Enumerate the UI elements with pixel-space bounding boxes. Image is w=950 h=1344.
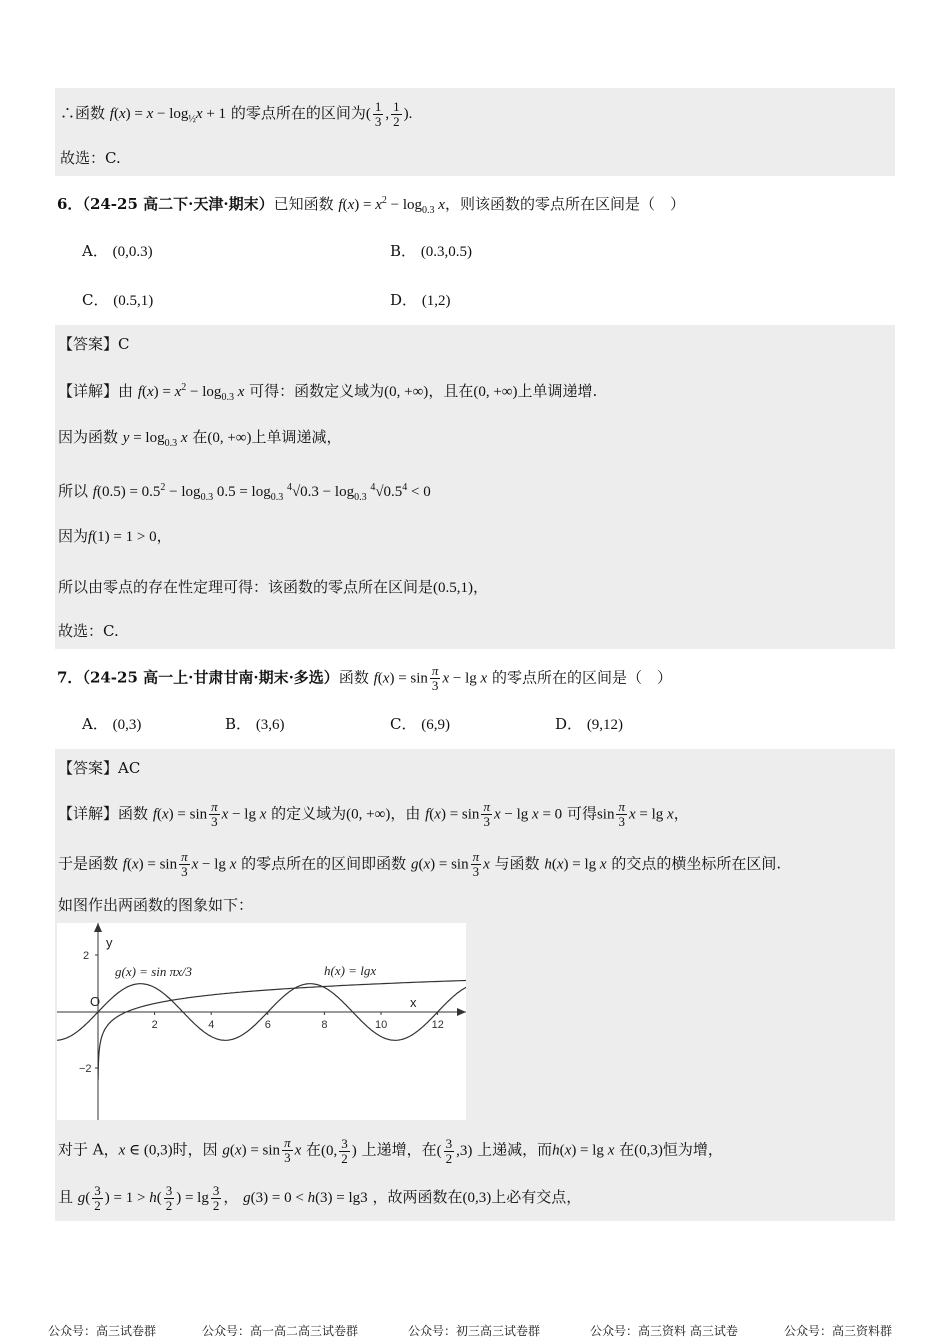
x-tick-label-2: 2 xyxy=(151,1019,158,1031)
prev-conclusion-line: ∴函数 $f(x) = x - \log_{\frac{1}{2}}x + 1$ 的零点所在的区间为( $\frac{1}{3}$ , $\frac{1}{2}$ ). xyxy=(60,99,413,129)
x-tick-label-6: 6 xyxy=(264,1019,271,1031)
q6-option-c[interactable]: C． (0.5,1) xyxy=(82,291,154,309)
q7-detail-5: 且 g( $\frac{3}{2}$ ) = 1 > h( $\frac{3}{2}$ ) = lg $\frac{3}{2}$ ， g(3) = 0 < h(3) = lg3 ，故两函数在(0,3)上必有交点， xyxy=(58,1183,582,1213)
function-graph xyxy=(57,923,466,1120)
x-tick-label-10: 10 xyxy=(375,1019,388,1031)
q6-conclusion: 故选：C. xyxy=(58,622,119,640)
x-axis-arrow-icon xyxy=(457,1008,466,1016)
x-ticks xyxy=(152,1012,444,1031)
q6-detail-1: 【详解】由 $f(x) = x^2 - \log_{0.3} x$ 可得：函数定义域为(0, +∞)，且在(0, +∞)上单调递增. xyxy=(58,382,598,403)
q6-option-a[interactable]: A． (0,0.3) xyxy=(82,242,153,260)
g-curve-label: g(x) = sin πx/3 xyxy=(115,964,193,979)
footer-item-3[interactable]: 公众号：初三高三试卷群 xyxy=(408,1324,541,1338)
x-tick-label-8: 8 xyxy=(321,1019,328,1031)
q7-answer: 【答案】AC xyxy=(58,759,141,777)
y-axis-label: y xyxy=(106,935,113,950)
q7-detail-3: 如图作出两函数的图象如下： xyxy=(58,896,254,914)
q7-option-c[interactable]: C． (6,9) xyxy=(390,715,451,733)
q6-answer: 【答案】C xyxy=(58,335,130,353)
interval-third-half: ( $\frac{1}{3}$ , $\frac{1}{2}$ ). xyxy=(365,99,413,129)
q6-option-d[interactable]: D． (1,2) xyxy=(390,291,451,309)
origin-label: O xyxy=(90,994,101,1009)
x-tick-label-4: 4 xyxy=(208,1019,215,1031)
footer-item-4[interactable]: 公众号：高三资料 高三试卷 xyxy=(590,1324,738,1338)
x-axis-label: x xyxy=(410,995,417,1010)
q6-option-b[interactable]: B． (0.3,0.5) xyxy=(390,242,473,260)
q7-option-a[interactable]: A． (0,3) xyxy=(82,715,142,733)
h-curve-label: h(x) = lgx xyxy=(324,963,377,978)
q7-option-b[interactable]: B． (3,6) xyxy=(225,715,285,733)
y-tick-neg2: −2 xyxy=(79,1063,92,1075)
y-tick-2: 2 xyxy=(83,950,90,962)
y-axis-arrow-icon xyxy=(94,923,102,932)
q7-detail-1: 【详解】函数 f(x) = sin $\frac{\pi}{3}$ x − lg x 的定义域为(0, +∞)，由 f(x) = sin $\frac{\pi}{3}$ x − lg x = 0 可得sin $\frac{\pi}{3}$ x = lg x， xyxy=(58,799,689,829)
graph-svg xyxy=(57,923,466,1120)
q7-detail-2: 于是函数 f(x) = sin $\frac{\pi}{3}$ x − lg x 的零点所在的区间即函数 g(x) = sin $\frac{\pi}{3}$ x 与函数 h(x) = lg x 的交点的横坐标所在区间. xyxy=(58,849,782,879)
q6-detail-2: 因为函数 $y = \log_{0.3} x$ 在(0, +∞)上单调递减， xyxy=(58,428,342,449)
q7-stem: 7．（24-25 高一上·甘肃甘南·期末·多选）函数 f(x) = sin $\frac{\pi}{3}$ x − lg x 的零点所在的区间是（ ） xyxy=(57,663,672,693)
footer-item-2[interactable]: 公众号：高一高二高三试卷群 xyxy=(202,1324,359,1338)
x-tick-label-12: 12 xyxy=(431,1019,444,1031)
footer-item-5[interactable]: 公众号：高三资料群 xyxy=(784,1324,893,1338)
q6-detail-4: 因为f(1) = 1 > 0， xyxy=(58,527,172,545)
q7-detail-4: 对于 A，x ∈ (0,3)时，因 g(x) = sin $\frac{\pi}{3}$ x 在(0, $\frac{3}{2}$ ) 上递增，在( $\frac{3}{2}$ ,3) 上递减，而h(x) = lg x 在(0,3)恒为增， xyxy=(58,1135,723,1166)
footer-item-1[interactable]: 公众号：高三试卷群 xyxy=(48,1324,157,1338)
q6-function-formula: f xyxy=(338,197,343,213)
formula-f-log-half: f xyxy=(109,105,114,122)
prev-choice-line: 故选：C. xyxy=(60,149,121,167)
q6-detail-5: 所以由零点的存在性定理可得：该函数的零点所在区间是(0.5,1)， xyxy=(58,578,489,596)
q6-detail-3: 所以 $f(0.5) = 0.5^2 - \log_{0.3} 0.5 = \log_{0.3} ^4√0.3 - \log_{0.3} ^4√0.5^4 < 0$ xyxy=(58,482,431,503)
q7-option-d[interactable]: D． (9,12) xyxy=(555,715,624,733)
q6-stem: 6．（24-25 高二下·天津·期末）已知函数 $f(x) = x^2 - \log_{0.3} x$，则该函数的零点所在区间是（ ） xyxy=(57,195,685,216)
